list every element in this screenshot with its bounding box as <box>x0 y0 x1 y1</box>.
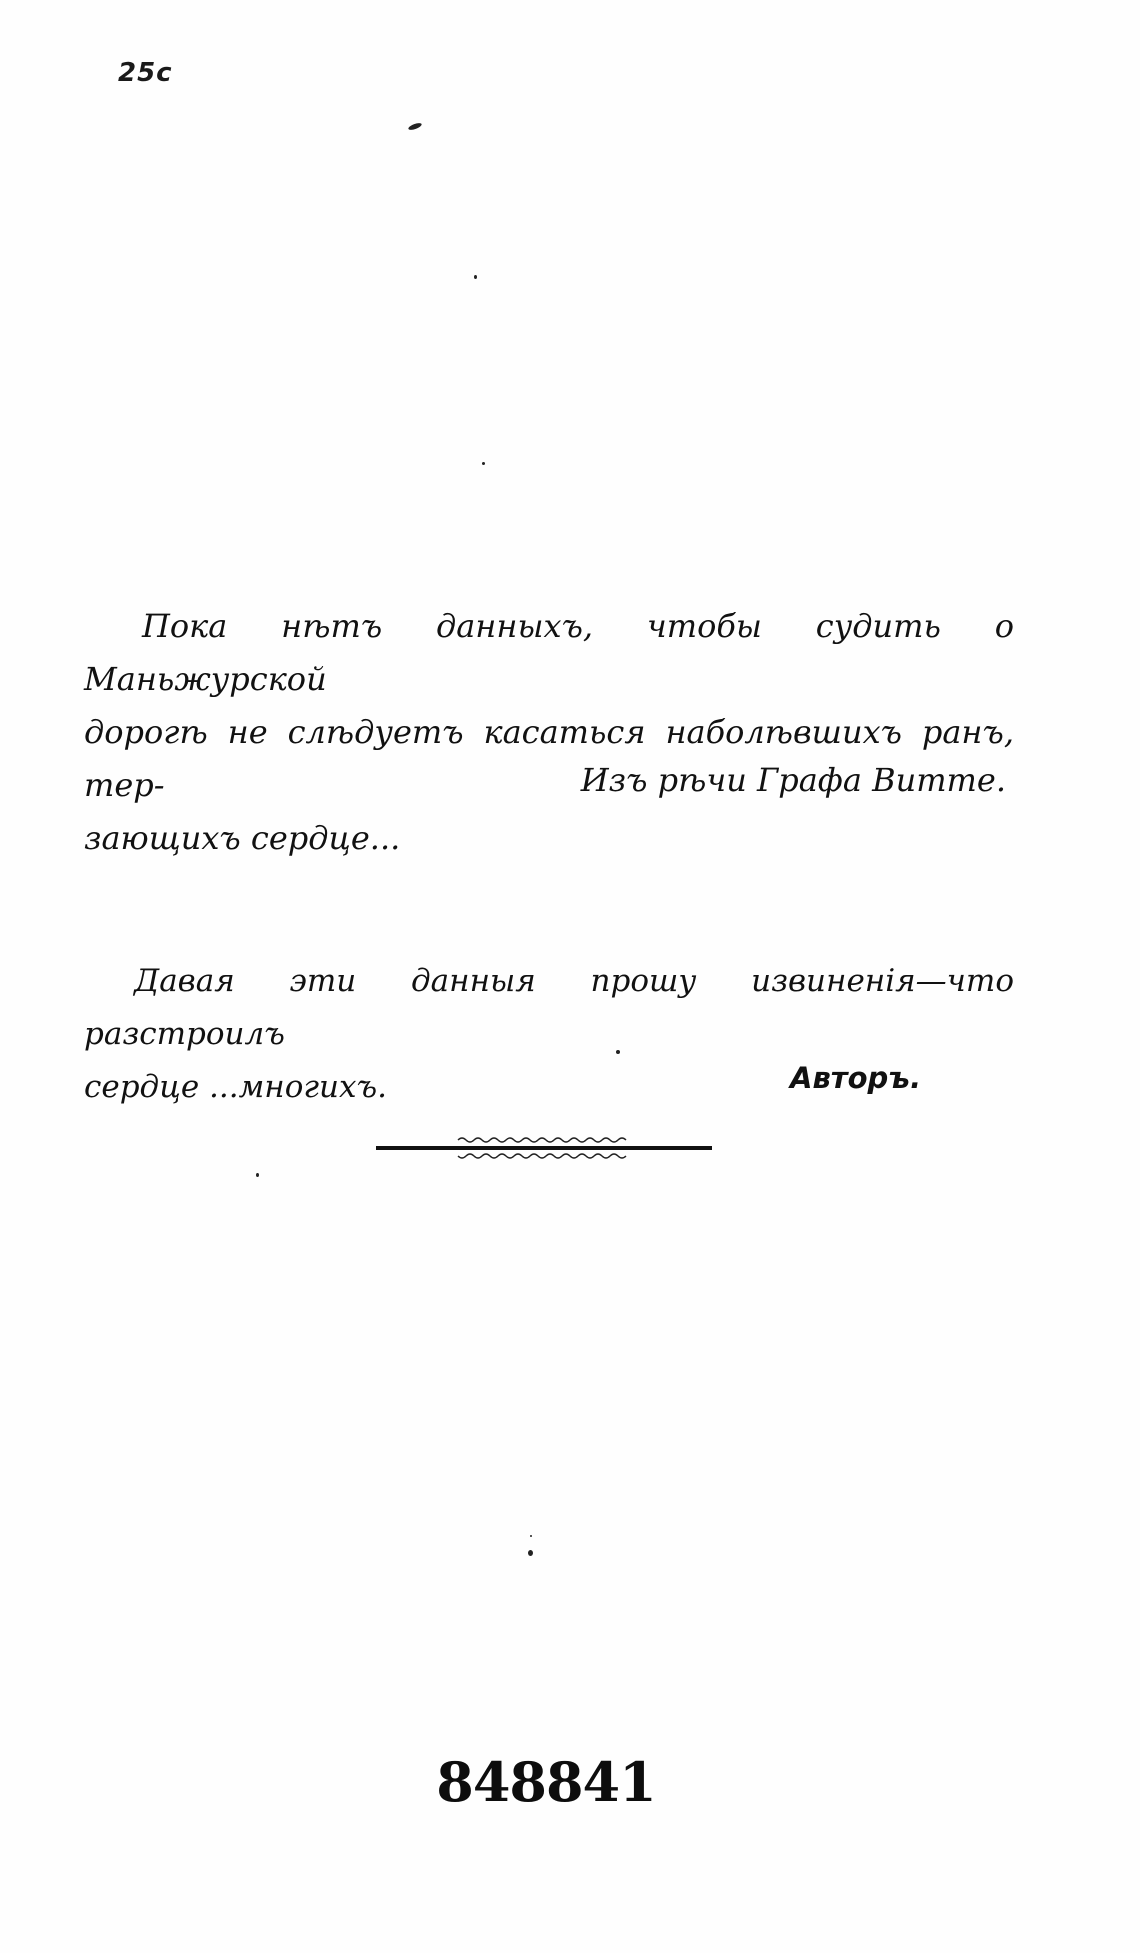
apology-line: сердце ...многихъ. <box>84 1069 388 1105</box>
library-shelfmark-stamp: 848841 <box>436 1750 656 1814</box>
scan-speck <box>530 1535 532 1537</box>
apology-line: Давая эти данныя прошу извиненія—что разстроилъ <box>84 963 1014 1052</box>
handwritten-note: 25c <box>118 58 173 88</box>
epigraph <box>84 600 1014 865</box>
scan-speck <box>408 122 423 131</box>
ornamental-rule <box>374 1130 714 1164</box>
scan-speck <box>474 275 477 279</box>
epigraph-line: зающихъ сердце... <box>84 819 401 857</box>
scan-speck <box>256 1173 259 1177</box>
epigraph-source: Изъ рѣчи Графа Витте. <box>580 761 1006 799</box>
scan-speck <box>528 1550 533 1556</box>
epigraph-line: дорогѣ не слѣдуетъ касаться наболѣвшихъ ранъ, тер- <box>84 713 1014 804</box>
author-signature: Авторъ. <box>790 1061 922 1095</box>
epigraph-line: Пока нѣтъ данныхъ, чтобы судить о Маньжурской <box>84 607 1014 698</box>
scan-speck <box>482 462 485 465</box>
